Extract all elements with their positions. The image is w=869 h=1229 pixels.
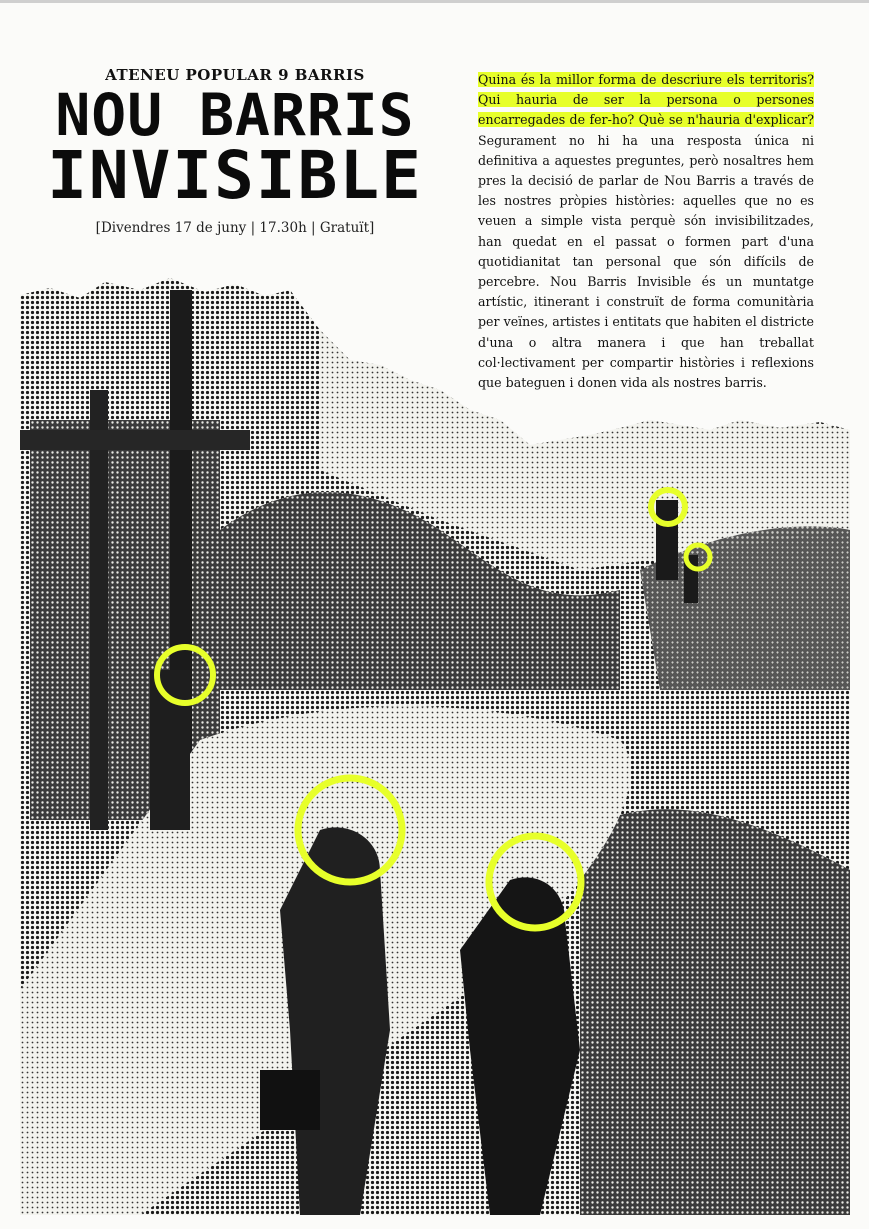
top-rule <box>0 0 869 3</box>
title-line-1: NOU BARRIS <box>55 81 415 149</box>
halftone-photo-svg <box>20 270 850 1215</box>
poster-header <box>30 66 440 236</box>
event-info: [Divendres 17 de juny | 17.30h | Gratuït] <box>95 219 375 236</box>
title-line-2: INVISIBLE <box>47 137 423 215</box>
organizer-name: ATENEU POPULAR 9 BARRIS <box>105 66 365 84</box>
highlighted-questions: Quina és la millor forma de descriure els territoris? Qui hauria de ser la persona o persones encarregades de fer-ho? Què se n'hauria d'explicar? <box>478 72 814 128</box>
description-body: Segurament no hi ha una resposta única ni definitiva a aquestes preguntes, però nosaltres hem pres la decisió de parlar de Nou Barris a través de les nostres pròpies històries: aquelles que no es veuen a simple vista perquè són invisibilitzades, han quedat en el passat o formen part d'una quotidianitat tan personal que són difícils de percebre. Nou Barris Invisible és un muntatge artístic, itinerant i construït de forma comunitària per veïnes, artistes i entitats que habiten el districte d'una o altra manera i que han treballat col·lectivament per compartir històries i reflexions que bateguen i donen vida als nostres barris. <box>478 132 814 391</box>
poster-title <box>30 81 440 215</box>
halftone-photo <box>20 270 850 1215</box>
